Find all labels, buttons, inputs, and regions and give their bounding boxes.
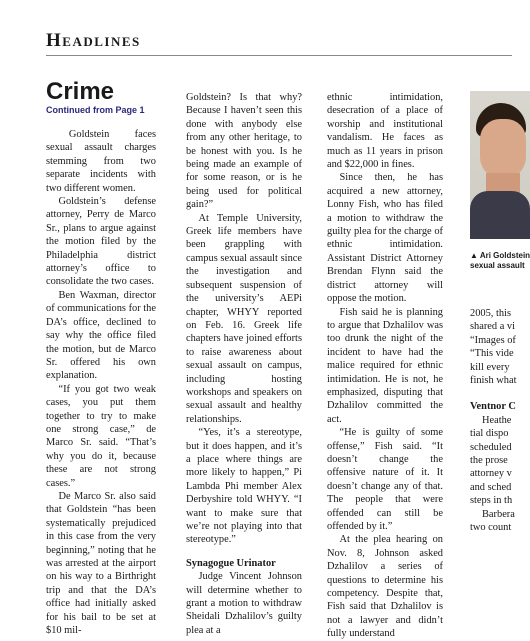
continued-note: Continued from Page 1 bbox=[46, 105, 145, 115]
text-line: steps in th bbox=[470, 495, 513, 507]
article-headline: Crime bbox=[46, 78, 115, 105]
section-divider bbox=[46, 55, 512, 56]
text-line: Barbera bbox=[482, 508, 515, 520]
paragraph: Judge Vincent Johnson will determine whether to grant a motion to withdraw Sheidali Dzhalilov’s guilty plea at a bbox=[186, 571, 302, 636]
subheading: Synagogue Urinator bbox=[186, 557, 276, 569]
text-line: the prose bbox=[470, 455, 508, 467]
section-title: Headlines bbox=[46, 30, 141, 51]
subheading: Ventnor C bbox=[470, 401, 516, 413]
paragraph: Goldstein? Is that why? Because I haven’t seen this done with anybody else from any other heritage, to be honest with you. Is he being made an example of for some reason, or is he being used for political gain?” bbox=[186, 92, 302, 211]
paragraph: Since then, he has acquired a new attorney, Lonny Fish, who has filed a motion to withdraw the guilty plea for the charge of ethnic intimidation. Assistant District Attorney Brendan Flynn said the district attorney will oppose the motion. bbox=[327, 172, 443, 305]
article-column-1 bbox=[46, 128, 156, 637]
text-line: shared a vi bbox=[470, 321, 516, 333]
paragraph: De Marco Sr. also said that Goldstein “has been systematically prejudiced in this case from the very beginning,” noting that he was arrested at the airport on his way to a Birthright trip and that the DA’s office had initially asked for his bail to be set at $10 mil- bbox=[46, 490, 156, 637]
photo-face bbox=[480, 119, 526, 179]
text-line: kill every bbox=[470, 361, 510, 373]
paragraph: At Temple University, Greek life members have been grappling with campus sexual assault since the investigation and subsequent suspension of the university’s AEPi chapter, WHYY reported on Feb. 16. Greek life chapters have joined efforts to raise awareness about sexual assault on campus, including hosting workshops and speakers on sexual assault and healthy relationships. bbox=[186, 212, 302, 425]
paragraph: “Yes, it’s a stereotype, but it does happen, and it’s a place where things are more likely to happen,” Pi Lambda Phi member Alex Derbyshire told WHYY. “I want to make sure that we’re not playing into that stereotype.” bbox=[186, 427, 302, 546]
photo-shirt bbox=[470, 191, 530, 239]
paragraph: At the plea hearing on Nov. 8, Johnson asked Dzhalilov a series of questions to determine his competency. Despite that, Fish said that Dzhalilov is not a lawyer and didn’t fully understand bbox=[327, 534, 443, 640]
paragraph: “He is guilty of some offense,” Fish said. “It doesn’t change the offensive nature of it. It doesn’t change any of that. The people that were offended can still be offended by it.” bbox=[327, 427, 443, 532]
caption-line: ▲ Ari Goldstein bbox=[470, 251, 530, 260]
text-line: 2005, this bbox=[470, 308, 511, 319]
text-line: “This vide bbox=[470, 348, 514, 360]
article-column-2 bbox=[186, 91, 302, 637]
article-column-3 bbox=[327, 91, 443, 641]
paragraph: Ben Waxman, director of communications for the DA’s office, declined to say why the office filed the motion, but de Marco Sr. offered his own explanation. bbox=[46, 289, 156, 382]
mugshot-photo bbox=[470, 91, 530, 239]
caption-line: sexual assault bbox=[470, 261, 525, 270]
photo-caption bbox=[470, 251, 530, 271]
text-line: finish what bbox=[470, 375, 517, 387]
text-line: “Images of bbox=[470, 334, 516, 346]
text-line: and sched bbox=[470, 481, 512, 493]
text-line: tial dispo bbox=[470, 428, 509, 440]
text-line: attorney v bbox=[470, 468, 512, 480]
paragraph: ethnic intimidation, desecration of a place of worship and institutional vandalism. He faces as much as 11 years in prison and $22,000 in fines. bbox=[327, 92, 443, 171]
paragraph: “If you got two weak cases, you put them together to try to make one strong case,” de Marco Sr. said. “That’s why you do it, because these are not strong cases.” bbox=[46, 383, 156, 489]
paragraph: Goldstein’s defense attorney, Perry de Marco Sr., plans to argue against the motion filed by the Philadelphia district attorney’s office to consolidate the two cases. bbox=[46, 196, 156, 288]
text-line: Heathe bbox=[482, 414, 512, 426]
paragraph: Goldstein faces sexual assault charges stemming from two separate incidents with two different women. bbox=[46, 129, 156, 194]
paragraph: Fish said he is planning to argue that Dzhalilov was too drunk the night of the incident to have had the malice required for ethnic intimidation. He is not, he emphasized, disputing that Dzhalilov committed the act. bbox=[327, 306, 443, 425]
article-column-4 bbox=[470, 307, 517, 535]
text-line: scheduled bbox=[470, 441, 512, 453]
text-line: two count bbox=[470, 522, 512, 534]
